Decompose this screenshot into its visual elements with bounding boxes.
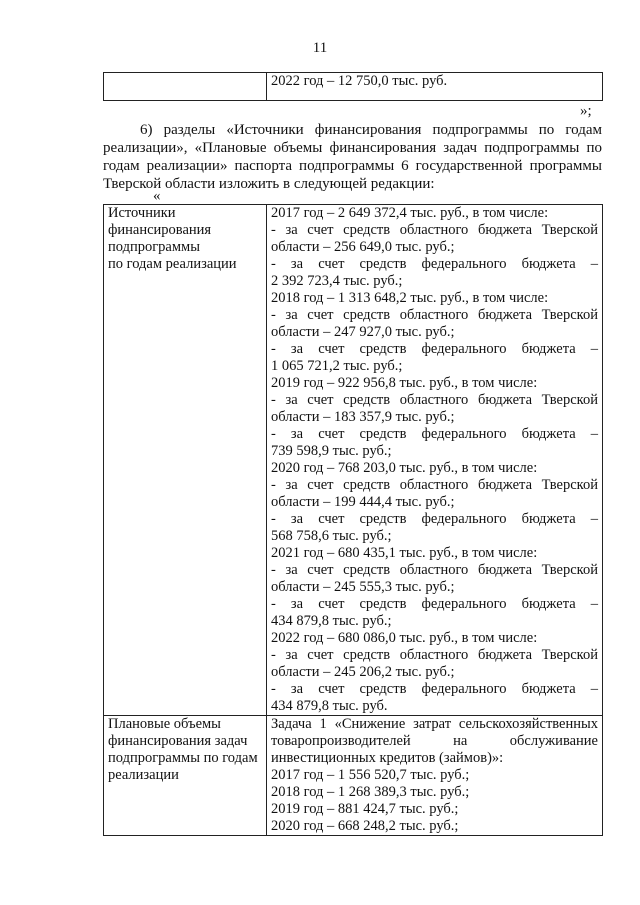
row-value-line: 568 758,6 тыс. руб.; [271, 528, 392, 544]
row-value-line: 2020 год – 768 203,0 тыс. руб., в том числе: [271, 460, 538, 476]
row-value-line: области – 247 927,0 тыс. руб.; [271, 324, 455, 340]
row-value-line: - за счет средств федерального бюджета – [271, 596, 598, 612]
closing-quote: »; [580, 103, 592, 119]
row-value-line: 2 392 723,4 тыс. руб.; [271, 273, 403, 289]
row-label-cell [104, 205, 267, 716]
row-value-line: 2017 год – 2 649 372,4 тыс. руб., в том числе: [271, 205, 549, 221]
row-value-line: 434 879,8 тыс. руб.; [271, 613, 392, 629]
row-value-line: 2021 год – 680 435,1 тыс. руб., в том числе: [271, 545, 538, 561]
row-value-cell [267, 205, 603, 716]
row-value-line: 739 598,9 тыс. руб.; [271, 443, 392, 459]
row-value-line: - за счет средств областного бюджета Тверской [271, 307, 598, 323]
row-value-line: - за счет средств областного бюджета Тверской [271, 392, 598, 408]
table-row [104, 716, 603, 836]
top-table [103, 72, 603, 101]
opening-quote: « [153, 188, 161, 204]
row-value-line: 1 065 721,2 тыс. руб.; [271, 358, 403, 374]
row-label-cell [104, 716, 267, 836]
row-value-line: области – 183 357,9 тыс. руб.; [271, 409, 455, 425]
row-value-line: - за счет средств областного бюджета Тверской [271, 562, 598, 578]
row-value-line: инвестиционных кредитов (займов)»: [271, 750, 504, 766]
row-value-line: области – 245 555,3 тыс. руб.; [271, 579, 455, 595]
row-value-line: - за счет средств федерального бюджета – [271, 426, 598, 442]
row-value-line: 2019 год – 881 424,7 тыс. руб.; [271, 801, 459, 817]
row-value-line: - за счет средств федерального бюджета – [271, 511, 598, 527]
row-value-line: 2018 год – 1 313 648,2 тыс. руб., в том числе: [271, 290, 549, 306]
row-value-line: - за счет средств областного бюджета Тверской [271, 477, 598, 493]
row-label-line: реализации [108, 767, 179, 783]
table-row [104, 73, 603, 101]
row-value-cell [267, 716, 603, 836]
row-value-line: области – 245 206,2 тыс. руб.; [271, 664, 455, 680]
row-value-line: 2020 год – 668 248,2 тыс. руб.; [271, 818, 459, 834]
row-value-line: - за счет средств федерального бюджета – [271, 341, 598, 357]
financing-table [103, 204, 603, 836]
table-row [104, 205, 603, 716]
intro-paragraph: 6) разделы «Источники финансирования подпрограммы по годам реализации», «Плановые объемы финансирования задач подпрограммы по годам реализации» паспорта подпрограммы 6 государственной программы Тверской области изложить в следующей редакции: [103, 122, 602, 192]
row-value-line: 2017 год – 1 556 520,7 тыс. руб.; [271, 767, 470, 783]
row-value-line: - за счет средств областного бюджета Тверской [271, 222, 598, 238]
row-label-line: Плановые объемы [108, 716, 221, 732]
row-value-line: - за счет средств федерального бюджета – [271, 256, 598, 272]
financing-table-body [104, 205, 603, 836]
row-value-line: - за счет средств областного бюджета Тверской [271, 647, 598, 663]
row-value-line: товаропроизводителей на обслуживание [271, 733, 598, 749]
row-label-line: финансирования задач [108, 733, 248, 749]
row-label-line: по годам реализации [108, 256, 237, 272]
row-label-line: подпрограммы по годам [108, 750, 258, 766]
row-value-line: 2019 год – 922 956,8 тыс. руб., в том числе: [271, 375, 538, 391]
row-value-line: Задача 1 «Снижение затрат сельскохозяйственных [271, 716, 598, 732]
row-value-line: области – 256 649,0 тыс. руб.; [271, 239, 455, 255]
top-left-cell [104, 73, 267, 101]
row-value-line: - за счет средств федерального бюджета – [271, 681, 598, 697]
row-value-line: 434 879,8 тыс. руб. [271, 698, 388, 714]
row-label-line: подпрограммы [108, 239, 200, 255]
page-number: 11 [312, 40, 328, 56]
row-label-line: финансирования [108, 222, 212, 238]
row-value-line: области – 199 444,4 тыс. руб.; [271, 494, 455, 510]
row-value-line: 2018 год – 1 268 389,3 тыс. руб.; [271, 784, 470, 800]
row-label-line: Источники [108, 205, 176, 221]
row-value-line: 2022 год – 680 086,0 тыс. руб., в том числе: [271, 630, 538, 646]
top-right-cell: 2022 год – 12 750,0 тыс. руб. [267, 73, 603, 101]
